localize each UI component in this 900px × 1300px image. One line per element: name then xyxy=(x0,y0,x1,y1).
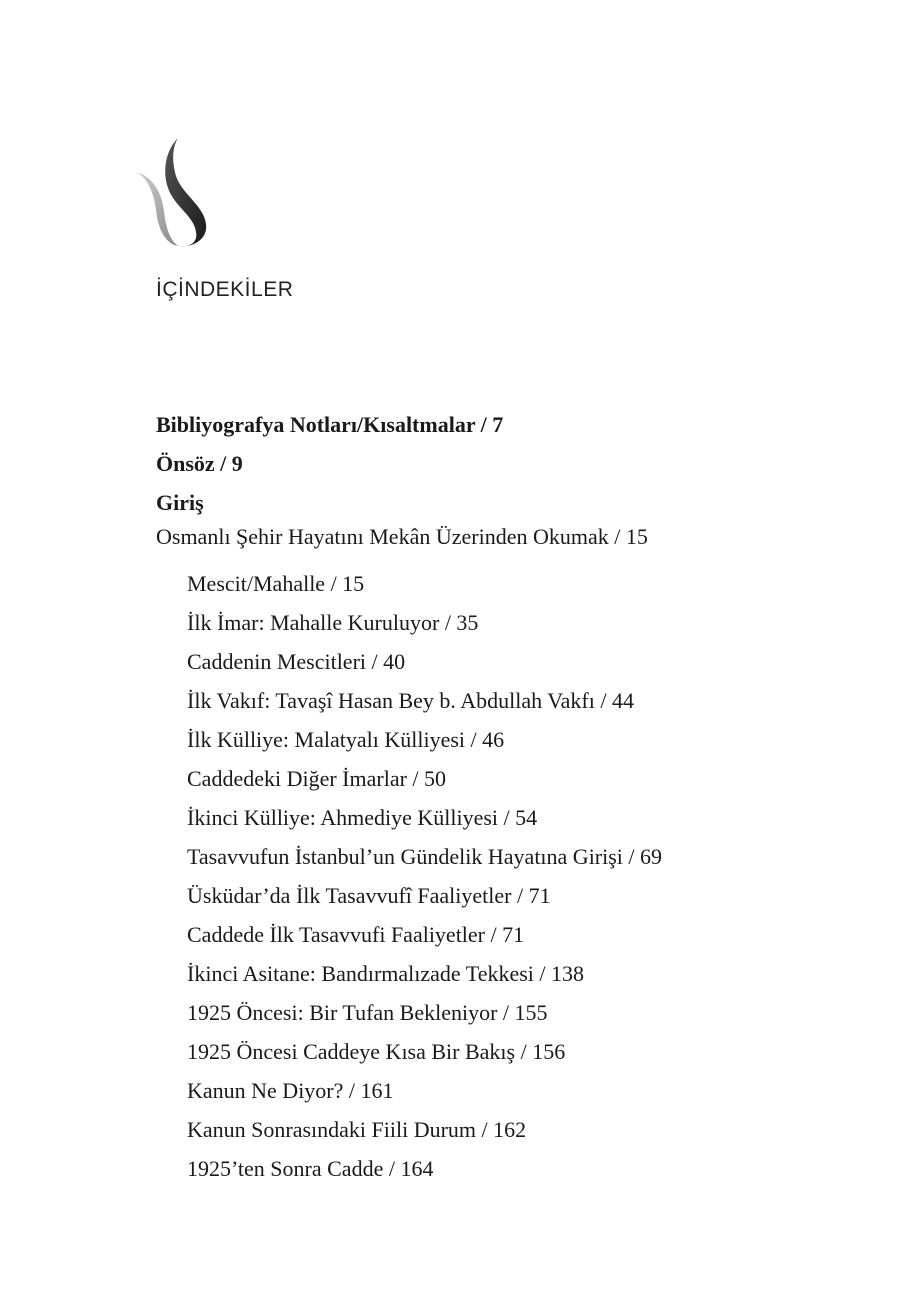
list-item[interactable]: Kanun Sonrasındaki Fiili Durum / 162 xyxy=(187,1117,527,1142)
toc-entry-foreword[interactable]: Önsöz / 9 xyxy=(156,451,243,476)
list-item[interactable]: İkinci Asitane: Bandırmalızade Tekkesi / 138 xyxy=(187,961,585,986)
page-title: İÇİNDEKİLER xyxy=(156,278,294,301)
list-item[interactable]: İkinci Külliye: Ahmediye Külliyesi / 54 xyxy=(187,805,538,830)
list-item[interactable]: İlk İmar: Mahalle Kuruluyor / 35 xyxy=(187,610,479,635)
list-item[interactable]: Tasavvufun İstanbul’un Gündelik Hayatına Girişi / 69 xyxy=(187,844,663,869)
list-item[interactable]: Caddenin Mescitleri / 40 xyxy=(187,649,406,674)
list-item[interactable]: Caddede İlk Tasavvufi Faaliyetler / 71 xyxy=(187,922,525,947)
calligraphic-drop-logo-icon xyxy=(132,136,212,250)
toc-entry-bibliography[interactable]: Bibliyografya Notları/Kısaltmalar / 7 xyxy=(156,412,504,437)
list-item[interactable]: İlk Külliye: Malatyalı Külliyesi / 46 xyxy=(187,727,505,752)
list-item[interactable]: Mescit/Mahalle / 15 xyxy=(187,571,365,596)
list-item[interactable]: Üsküdar’da İlk Tasavvufî Faaliyetler / 71 xyxy=(187,883,551,908)
toc-entry-introduction[interactable]: Giriş xyxy=(156,490,204,515)
list-item[interactable]: 1925 Öncesi: Bir Tufan Bekleniyor / 155 xyxy=(187,1000,548,1025)
table-of-contents xyxy=(156,405,856,1188)
list-item[interactable]: 1925’ten Sonra Cadde / 164 xyxy=(187,1156,434,1181)
toc-entry-introduction-subtitle[interactable]: Osmanlı Şehir Hayatını Mekân Üzerinden Okumak / 15 xyxy=(156,524,648,549)
list-item[interactable]: 1925 Öncesi Caddeye Kısa Bir Bakış / 156 xyxy=(187,1039,566,1064)
list-item[interactable]: İlk Vakıf: Tavaşî Hasan Bey b. Abdullah Vakfı / 44 xyxy=(187,688,634,713)
toc-subentries xyxy=(156,564,856,1188)
list-item[interactable]: Caddedeki Diğer İmarlar / 50 xyxy=(187,766,447,791)
list-item[interactable]: Kanun Ne Diyor? / 161 xyxy=(187,1078,394,1103)
